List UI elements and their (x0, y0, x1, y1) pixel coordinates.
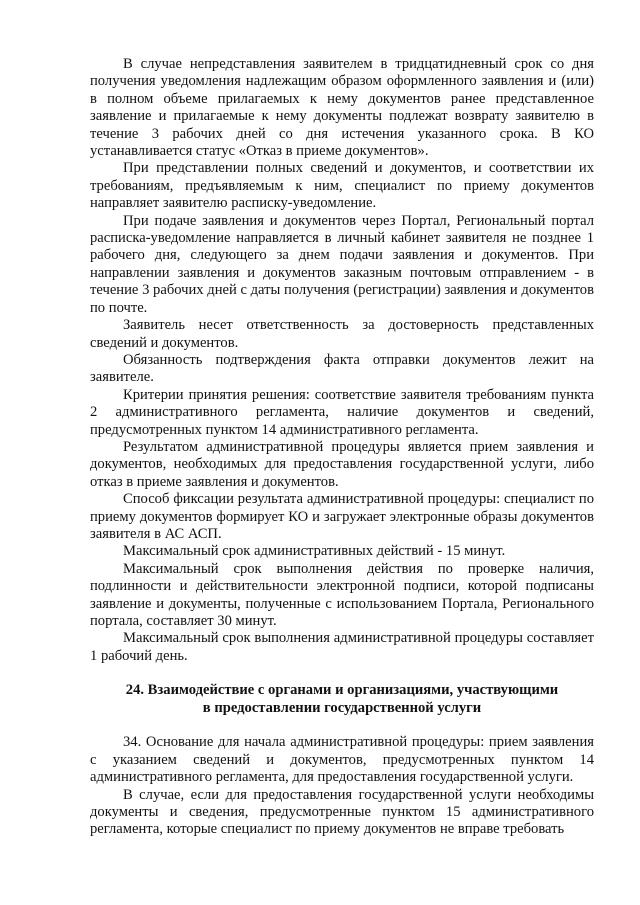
paragraph-receipt-notice: При представлении полных сведений и документов, и соответствии их требованиям, предъявляемым к ним, специалист по приему документов направляет заявителю расписку-уведомление. (90, 160, 594, 212)
document-page (90, 56, 594, 839)
paragraph-additional-documents: В случае, если для предоставления государственной услуги необходимы документы и сведения, предусмотренные пунктом 15 административного регламента, которые специалист по приему документов не вправе требовать (90, 786, 594, 838)
paragraph-decision-criteria: Критерии принятия решения: соответствие заявителя требованиям пункта 2 административного регламента, наличие документов и сведений, предусмотренных пунктом 14 административного регламента. (90, 386, 594, 438)
section-heading-line-2: в предоставлении государственной услуги (202, 699, 482, 716)
paragraph-return-of-documents: В случае непредставления заявителем в тридцатидневный срок со дня получения уведомления надлежащим образом оформленного заявления и (или) в полном объеме прилагаемых к нему документов ранее представленное заявление и прилагаемые к нему документы подлежат возврату заявителю в течение 3 рабочих дней со дня истечения указанного срока. В КО устанавливается статус «Отказ в приеме документов». (90, 56, 594, 160)
section-heading-line-1: 24. Взаимодействие с органами и организациями, участвующими (125, 682, 559, 699)
paragraph-portal-submission: При подаче заявления и документов через Портал, Региональный портал расписка-уведомление направляется в личный кабинет заявителя не позднее 1 рабочего дня, следующего за днем подачи заявления и документов. При направлении заявления и документов заказным почтовым отправлением - в течение 3 рабочих дней с даты получения (регистрации) заявления и документов по почте. (90, 212, 594, 316)
paragraph-result-recording: Способ фиксации результата административной процедуры: специалист по приему документов формирует КО и загружает электронные образы документов заявителя в АС АСП. (90, 491, 594, 542)
paragraph-procedure-result: Результатом административной процедуры является прием заявления и документов, необходимых для предоставления государственной услуги, либо отказ в приеме заявления и документов. (90, 438, 594, 490)
paragraph-signature-check-time: Максимальный срок выполнения действия по проверке наличия, подлинности и действительности электронной подписи, которой подписаны заявление и документы, полученные с использованием Портала, Регионального портала, составляет 30 минут. (90, 560, 594, 629)
section-heading (90, 682, 594, 717)
paragraph-procedure-basis: 34. Основание для начала административной процедуры: прием заявления с указанием сведений и документов, предусмотренных пунктом 14 административного регламента, для предоставления государственной услуги. (90, 734, 594, 786)
paragraph-applicant-responsibility: Заявитель несет ответственность за достоверность представленных сведений и документов. (90, 317, 594, 351)
paragraph-max-action-time: Максимальный срок административных действий - 15 минут. (123, 543, 506, 560)
paragraph-max-procedure-time: Максимальный срок выполнения административной процедуры составляет 1 рабочий день. (90, 630, 594, 664)
paragraph-proof-of-sending: Обязанность подтверждения факта отправки документов лежит на заявителе. (90, 351, 594, 386)
